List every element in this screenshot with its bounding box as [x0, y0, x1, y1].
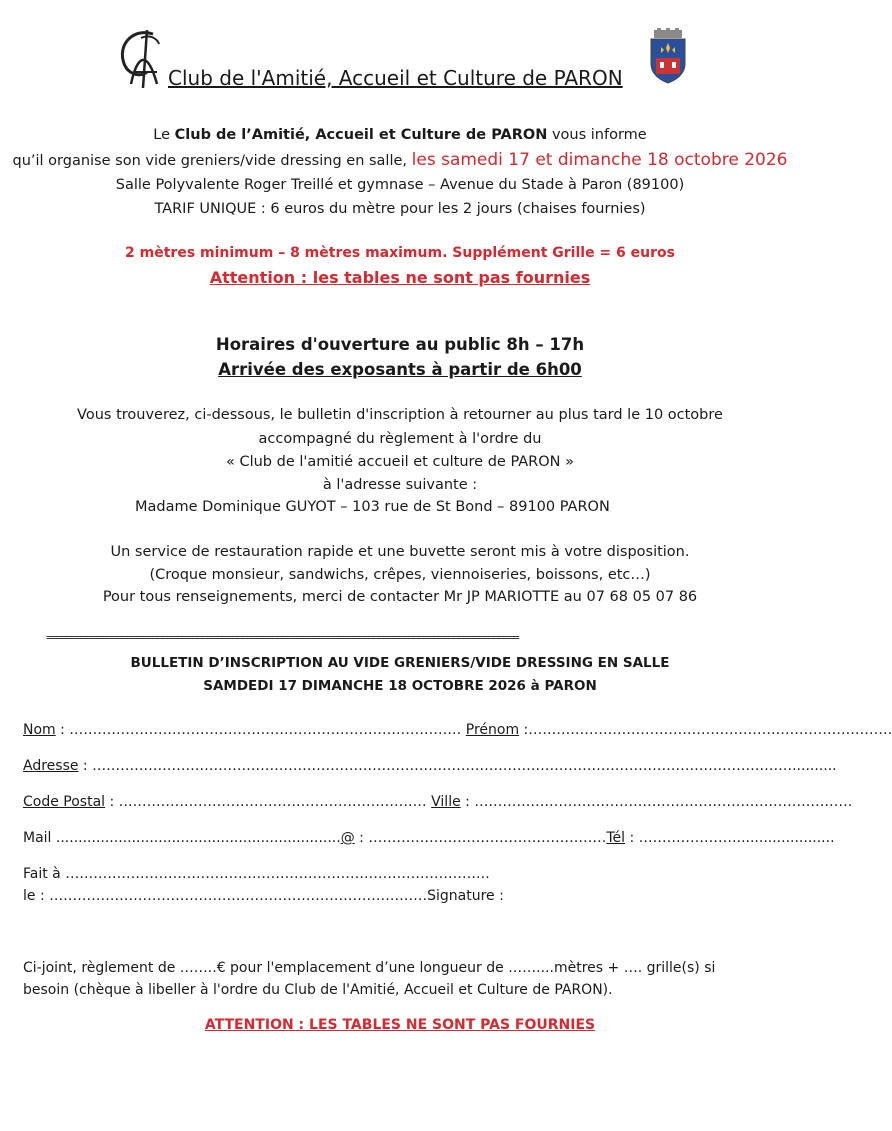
venue-line: Salle Polyvalente Roger Treillé et gymnase – Avenue du Stade à Paron (89100)	[115, 177, 685, 193]
intro-prefix: Le	[153, 127, 175, 143]
event-dates: les samedi 17 et dimanche 18 octobre 2026	[411, 150, 788, 170]
fait-field[interactable]: ……………………………………………………………………………….	[60, 866, 490, 882]
form-row-place	[23, 865, 490, 883]
intro-suffix: vous informe	[547, 127, 647, 143]
club-title: Club de l'Amitié, Accueil et Culture de PARON	[168, 66, 623, 90]
instructions-line-4: à l'adresse suivante :	[322, 477, 478, 493]
form-row-name	[23, 721, 892, 739]
signature-label: Signature :	[427, 888, 504, 904]
exhibitor-arrival: Arrivée des exposants à partir de 6h00	[218, 360, 582, 379]
intro-line-1	[0, 126, 800, 144]
instructions-line-1: Vous trouverez, ci-dessous, le bulletin d'inscription à retourner au plus tard le 10 octobre	[77, 407, 723, 423]
price-line: TARIF UNIQUE : 6 euros du mètre pour les 2 jours (chaises fournies)	[154, 201, 646, 217]
mail-field[interactable]: ................................................................	[51, 830, 341, 846]
adresse-label: Adresse	[23, 758, 79, 774]
intro-club-name: Club de l’Amitié, Accueil et Culture de PARON	[174, 127, 548, 143]
intro-line-2	[0, 150, 800, 171]
ville-field[interactable]: : ………………………………………………………………………	[460, 794, 853, 810]
meters-notice: 2 mètres minimum – 8 mètres maximum. Supplément Grille = 6 euros	[125, 245, 675, 261]
adresse-field[interactable]: : ……………………………………………………………………………………………………………………………………..........	[78, 758, 837, 774]
contact-line: Pour tous renseignements, merci de contacter Mr JP MARIOTTE au 07 68 05 07 86	[102, 589, 698, 605]
form-row-address	[23, 757, 837, 775]
mail-domain-field[interactable]: : ……………………………………………	[354, 830, 607, 846]
ville-label: Ville	[431, 794, 461, 810]
date-field[interactable]: le : ………………………………………………………………………	[23, 888, 428, 904]
paron-crest-icon	[648, 28, 688, 84]
form-row-city	[23, 793, 852, 811]
instructions-line-3: « Club de l'amitié accueil et culture de PARON »	[225, 454, 574, 470]
mailing-address: Madame Dominique GUYOT – 103 rue de St Bond – 89100 PARON	[135, 499, 610, 515]
intro-line2-prefix: qu’il organise son vide greniers/vide dressing en salle,	[12, 153, 412, 169]
code-postal-field[interactable]: : …………………………………………………………	[105, 794, 432, 810]
tel-label: Tél	[606, 830, 626, 846]
services-line-1: Un service de restauration rapide et une buvette seront mis à votre disposition.	[110, 544, 690, 560]
form-row-date	[23, 887, 504, 905]
instructions-line-2: accompagné du règlement à l'ordre du	[258, 431, 542, 447]
code-postal-label: Code Postal	[23, 794, 106, 810]
nom-field[interactable]: : …………………………………………………………………………	[55, 722, 466, 738]
form-row-contact	[23, 829, 835, 847]
prenom-label: Prénom	[465, 722, 520, 738]
prenom-field[interactable]: :……………………………………………………………………	[519, 722, 892, 738]
payment-line-1: Ci-joint, règlement de ……..€ pour l'emplacement d’une longueur de ……....mètres + …. grille(s) si	[23, 960, 716, 976]
opening-hours: Horaires d'ouverture au public 8h – 17h	[215, 335, 585, 354]
separator-line: ==============================================================================================	[46, 631, 519, 644]
final-tables-notice: ATTENTION : LES TABLES NE SONT PAS FOURNIES	[204, 1017, 596, 1033]
mail-label: Mail	[23, 830, 52, 846]
bulletin-title: BULLETIN D’INSCRIPTION AU VIDE GRENIERS/VIDE DRESSING EN SALLE	[130, 655, 670, 671]
fait-label: Fait à	[23, 866, 61, 882]
nom-label: Nom	[23, 722, 56, 738]
bulletin-date: SAMDEDI 17 DIMANCHE 18 OCTOBRE 2026 à PARON	[203, 678, 597, 694]
club-logo-monogram	[113, 26, 167, 92]
tables-notice: Attention : les tables ne sont pas fournies	[209, 268, 591, 287]
payment-line-2: besoin (chèque à libeller à l'ordre du Club de l'Amitié, Accueil et Culture de PARON).	[23, 982, 613, 998]
services-line-2: (Croque monsieur, sandwichs, crêpes, viennoiseries, boissons, etc…)	[149, 567, 651, 583]
at-sign: @	[340, 830, 355, 846]
tel-field[interactable]: : …………………......................	[625, 830, 835, 846]
